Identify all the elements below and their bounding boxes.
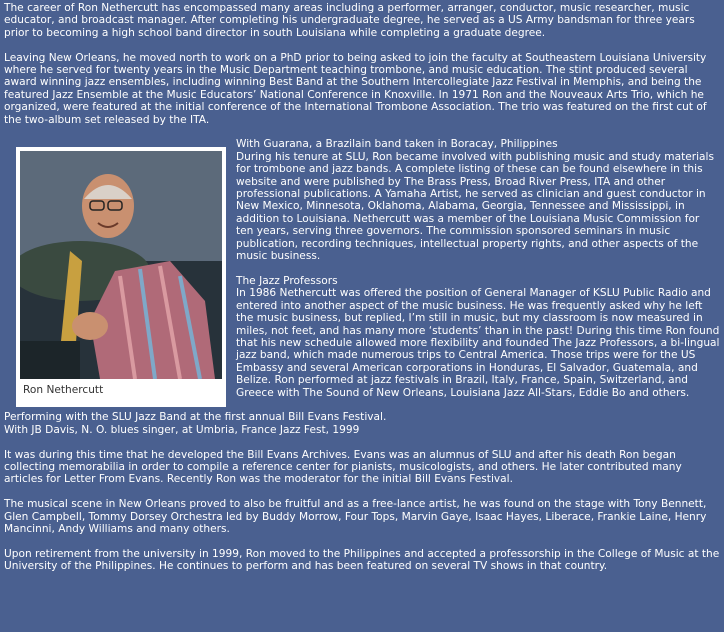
paragraph-slu-faculty-text: Leaving New Orleans, he moved north to work on a PhD prior to being asked to join the faculty at Southeastern Louisiana University where he served for twenty years in the Music Department teaching trombone, and music education. The stint produced several award winning jazz ensembles, including winning Best Band at the Southern Intercollegiate Jazz Festival in Memphis, and being the featured Jazz Ensemble at the Music Educators’ National Conference in Knoxville. In 1971 Ron and the Nouveaux Arts Trio, which he organized, were featured at the initial conference of the International Trombone Association. The trio was featured on the first cut of the two-album set released by the ITA. <box>4 51 707 126</box>
paragraph-kslu-text: In 1986 Nethercutt was offered the position of General Manager of KSLU Public Radio and entered into another aspect of the music business. He was frequently asked why he left the music business, but replied, I’m still in music, but my classroom is now measured in miles, not feet, and has many more ‘students’ than in the past! During this time Ron found that his new schedule allowed more flexibility and founded The Jazz Professors, a bi-lingual jazz band, which made numerous trips to Central America. Those trips were for the US Embassy and several American corporations in Honduras, El Salvador, Guatemala, and Belize. Ron performed at jazz festivals in Brazil, Italy, France, Spain, Switzerland, and Greece with The Sound of New Orleans, Louisiana Jazz All-Stars, Eddie Bo and others. <box>236 287 720 399</box>
caption-slu-jazz-band: Performing with the SLU Jazz Band at the first annual Bill Evans Festival. <box>4 411 387 424</box>
photo-title-guarana: With Guarana, a Brazilain band taken in Boracay, Philippines <box>236 138 558 151</box>
paragraph-new-orleans: The musical scene in New Orleans proved to also be fruitful and as a free-lance artist, he was found on the stage with Tony Bennett, Glen Campbell, Tommy Dorsey Orchestra led by Buddy Morrow, Four Tops, Marvin Gaye, Isaac Hayes, Liberace, Frankie Laine, Henry Mancinni, Andy Williams and many others. <box>4 498 707 535</box>
paragraph-slu-faculty <box>4 52 720 126</box>
paragraph-bill-evans: It was during this time that he developed the Bill Evans Archives. Evans was an alumnus of SLU and after his death Ron began collecting memorabilia in order to compile a reference center for pianists, musicologists, and others. He later contributed many articles for Letter From Evans. Recently Ron was the moderator for the initial Bill Evans Festival. <box>4 448 682 486</box>
paragraph-retirement: Upon retirement from the university in 1999, Ron moved to the Philippines and accepted a professorship in the College of Music at the University of the Philippines. He continues to perform and has been featured on several TV shows in that country. <box>4 547 720 573</box>
paragraph-captions <box>4 411 720 436</box>
paragraph-publishing-text: During his tenure at SLU, Ron became involved with publishing music and study materials for trombone and jazz bands. A complete listing of these can be found elsewhere in this website and were published by The Brass Press, Broad River Press, ITA and other professional publications. A Yamaha Artist, he served as clinician and guest conductor in New Mexico, Minnesota, Oklahoma, Alabama, Georgia, Tennessee and Mississippi, in addition to Louisiana. Nethercutt was a member of the Louisiana Music Commission for ten years, serving three governors. The commission sponsored seminars in music publication, recording techniques, intellectual property rights, and other aspects of the music business. <box>236 150 715 263</box>
photo-title-jazz-professors: The Jazz Professors <box>236 274 338 287</box>
photo-caption: Ron Nethercutt <box>23 384 104 397</box>
portrait-photo <box>20 151 222 379</box>
caption-jb-davis: With JB Davis, N. O. blues singer, at Umbria, France Jazz Fest, 1999 <box>4 423 360 436</box>
paragraph-career: The career of Ron Nethercutt has encompassed many areas including a performer, arranger, conductor, music researcher, music educator, and broadcast manager. After completing his undergraduate degree, he served as a US Army bandsman for three years prior to becoming a high school band director in south Louisiana while completing a graduate degree. <box>4 2 695 39</box>
photo-frame <box>16 147 226 407</box>
portrait-illustration <box>20 151 222 379</box>
